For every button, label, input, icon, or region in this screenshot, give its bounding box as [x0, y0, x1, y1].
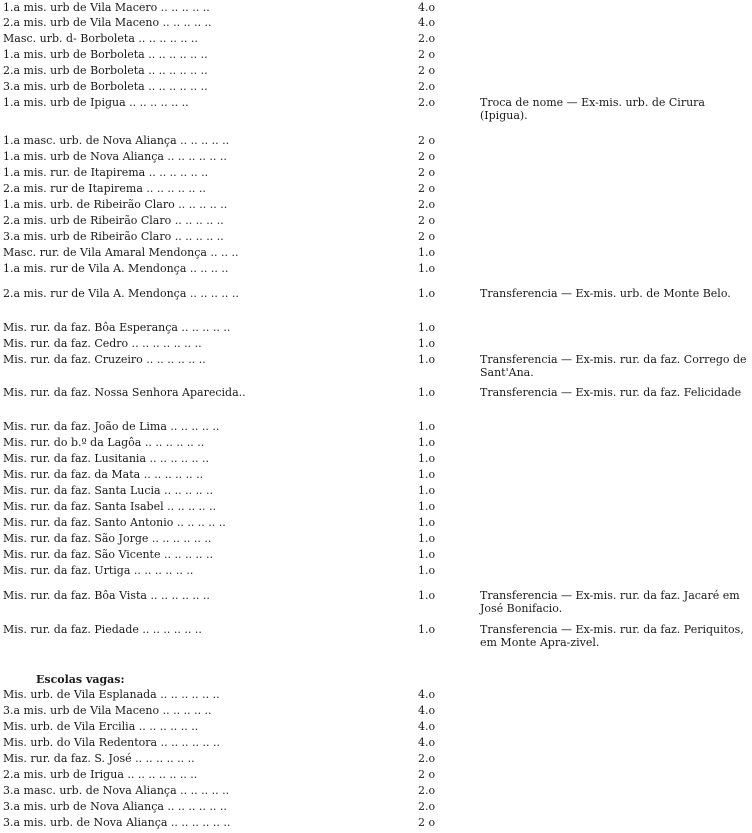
- list-item: [3, 321, 473, 335]
- entrance-value: 1.o: [418, 420, 436, 433]
- entrance-value: 2.o: [418, 198, 436, 211]
- school-name: Mis. rur. da faz. João de Lima .. .. .. .. ..: [3, 420, 220, 433]
- school-name: Mis. rur. da faz. Urtiga .. .. .. .. .. ..: [3, 564, 194, 577]
- list-item: [3, 386, 752, 400]
- entrance-value: 1.o: [418, 623, 436, 636]
- entrance-value: 1.o: [418, 516, 436, 529]
- entrance-value: 1.o: [418, 262, 436, 275]
- list-item: [3, 246, 473, 260]
- school-name: 2.a mis. urb de Vila Maceno .. .. .. .. ..: [3, 16, 212, 29]
- entrance-value: 1.o: [418, 452, 436, 465]
- list-item: [3, 500, 473, 514]
- entrance-value: 1.o: [418, 386, 436, 399]
- entrance-value: 1.o: [418, 500, 436, 513]
- list-item: [3, 436, 473, 450]
- list-item: [3, 48, 473, 62]
- entrance-value: 2 o: [418, 64, 436, 77]
- list-item: [3, 353, 752, 379]
- transfer-note: Transferencia — Ex-mis. rur. da faz. Periquitos, em Monte Apra-zivel.: [480, 623, 744, 649]
- school-name: 2.a mis. urb de Ribeirão Claro .. .. .. .. ..: [3, 214, 224, 227]
- school-name: 1.a masc. urb. de Nova Aliança .. .. .. .. ..: [3, 134, 230, 147]
- entrance-value: 1.o: [418, 287, 436, 300]
- list-item: [3, 64, 473, 78]
- school-name: Mis. rur. da faz. da Mata .. .. .. .. .. ..: [3, 468, 204, 481]
- school-name: Mis. urb. do Vila Redentora .. .. .. .. .. ..: [3, 736, 221, 749]
- school-name: 1.a mis. rur. de Itapirema .. .. .. .. .. ..: [3, 166, 209, 179]
- school-name: 1.a mis. urb. de Ribeirão Claro .. .. .. .. ..: [3, 198, 228, 211]
- entrance-value: 2 o: [418, 134, 436, 147]
- list-item: [3, 230, 473, 244]
- school-name: 1.a mis. urb de Ipigua .. .. .. .. .. ..: [3, 96, 189, 109]
- list-item: [3, 589, 752, 615]
- entrance-value: 2.o: [418, 800, 436, 813]
- list-item: [3, 452, 473, 466]
- list-item: [3, 736, 473, 750]
- entrance-value: 2.o: [418, 752, 436, 765]
- entrance-value: 1.o: [418, 436, 436, 449]
- entrance-value: 1.o: [418, 468, 436, 481]
- list-item: [3, 1, 473, 15]
- entrance-value: 2 o: [418, 768, 436, 781]
- list-item: [3, 800, 473, 814]
- entrance-value: 2 o: [418, 182, 436, 195]
- entrance-value: 1.o: [418, 337, 436, 350]
- school-name: 3.a masc. urb. de Nova Aliança .. .. .. .. ..: [3, 784, 230, 797]
- school-name: 2.a mis. urb de Irigua .. .. .. .. .. .. ..: [3, 768, 198, 781]
- list-item: [3, 784, 473, 798]
- school-name: Mis. urb. de Vila Esplanada .. .. .. .. .. ..: [3, 688, 220, 701]
- entrance-value: 4.o: [418, 736, 436, 749]
- entrance-value: 1.o: [418, 353, 436, 366]
- entrance-value: 1.o: [418, 548, 436, 561]
- list-item: [3, 16, 473, 30]
- school-name: 1.a mis. rur de Vila A. Mendonça .. .. .. ..: [3, 262, 229, 275]
- list-item: [3, 688, 473, 702]
- list-item: [3, 287, 752, 301]
- entrance-value: 2 o: [418, 230, 436, 243]
- school-name: Mis. urb. de Vila Ercilia .. .. .. .. .. ..: [3, 720, 199, 733]
- school-name: Mis. rur. da faz. São Jorge .. .. .. .. .. ..: [3, 532, 212, 545]
- entrance-value: 1.o: [418, 589, 436, 602]
- list-item: [3, 337, 473, 351]
- entrance-value: 2 o: [418, 816, 436, 829]
- list-item: [3, 262, 473, 276]
- school-name: 2.a mis. rur de Vila A. Mendonça .. .. .. .. ..: [3, 287, 239, 300]
- school-name: Masc. rur. de Vila Amaral Mendonça .. .. ..: [3, 246, 239, 259]
- entrance-value: 2 o: [418, 214, 436, 227]
- transfer-note: Transferencia — Ex-mis. rur. da faz. Felicidade: [480, 386, 742, 399]
- entrance-value: 4.o: [418, 688, 436, 701]
- school-name: Mis. rur. da faz. Cedro .. .. .. .. .. .. ..: [3, 337, 202, 350]
- entrance-value: 4.o: [418, 1, 436, 14]
- list-item: [3, 166, 473, 180]
- school-name: 1.a mis. urb de Vila Macero .. .. .. .. ..: [3, 1, 210, 14]
- list-item: [3, 182, 473, 196]
- school-name: Mis. rur. da faz. Piedade .. .. .. .. .. ..: [3, 623, 202, 636]
- list-item: [3, 720, 473, 734]
- school-name: Mis. rur. da faz. Cruzeiro .. .. .. .. .. ..: [3, 353, 206, 366]
- entrance-value: 1.o: [418, 484, 436, 497]
- list-item: [3, 32, 473, 46]
- list-item: [3, 532, 473, 546]
- list-item: [3, 704, 473, 718]
- school-name: 3.a mis. urb. de Nova Aliança .. .. .. .. .. ..: [3, 816, 231, 829]
- list-item: [3, 548, 473, 562]
- transfer-note: Transferencia — Ex-mis. urb. de Monte Belo.: [480, 287, 731, 300]
- entrance-value: 2 o: [418, 150, 436, 163]
- entrance-value: 2.o: [418, 96, 436, 109]
- list-item: [3, 768, 473, 782]
- entrance-value: 1.o: [418, 246, 436, 259]
- entrance-value: 2.o: [418, 80, 436, 93]
- school-name: 3.a mis. urb de Vila Maceno .. .. .. .. ..: [3, 704, 212, 717]
- school-name: 1.a mis. urb de Borboleta .. .. .. .. .. ..: [3, 48, 208, 61]
- school-name: Masc. urb. d- Borboleta .. .. .. .. .. ..: [3, 32, 198, 45]
- list-item: [3, 623, 752, 649]
- school-name: Mis. rur. do b.º da Lagôa .. .. .. .. .. ..: [3, 436, 205, 449]
- list-item: [3, 752, 473, 766]
- transfer-note: Transferencia — Ex-mis. rur. da faz. Corrego de Sant'Ana.: [480, 353, 747, 379]
- school-name: Mis. rur. da faz. São Vicente .. .. .. .. ..: [3, 548, 213, 561]
- school-name: Mis. rur. da faz. Bôa Esperança .. .. .. .. ..: [3, 321, 231, 334]
- school-name: 3.a mis. urb de Nova Aliança .. .. .. .. .. ..: [3, 800, 227, 813]
- school-name: 3.a mis. urb de Ribeirão Claro .. .. .. .. ..: [3, 230, 224, 243]
- school-name: 1.a mis. urb de Nova Aliança .. .. .. .. .. ..: [3, 150, 227, 163]
- transfer-note: Transferencia — Ex-mis. rur. da faz. Jacaré em José Bonifacio.: [480, 589, 740, 615]
- entrance-value: 1.o: [418, 532, 436, 545]
- entrance-value: 4.o: [418, 704, 436, 717]
- entrance-value: 2.o: [418, 32, 436, 45]
- list-item: [3, 564, 473, 578]
- school-name: 2.a mis. rur de Itapirema .. .. .. .. .. ..: [3, 182, 206, 195]
- list-item: [3, 80, 473, 94]
- school-name: 3.a mis. urb de Borboleta .. .. .. .. .. ..: [3, 80, 208, 93]
- list-item: [3, 468, 473, 482]
- list-item: [3, 198, 473, 212]
- list-item: [3, 816, 473, 830]
- entrance-value: 1.o: [418, 321, 436, 334]
- school-name: Mis. rur. da faz. Santa Lucia .. .. .. .. ..: [3, 484, 214, 497]
- list-item: [3, 516, 473, 530]
- entrance-value: 2 o: [418, 166, 436, 179]
- list-item: [3, 96, 752, 122]
- list-item: [3, 134, 473, 148]
- school-name: Mis. rur. da faz. Santo Antonio .. .. .. .. ..: [3, 516, 226, 529]
- list-item: [3, 150, 473, 164]
- entrance-value: 2 o: [418, 48, 436, 61]
- transfer-note: Troca de nome — Ex-mis. urb. de Cirura (Ipigua).: [480, 96, 705, 122]
- entrance-value: 4.o: [418, 16, 436, 29]
- entrance-value: 1.o: [418, 564, 436, 577]
- entrance-value: 2.o: [418, 784, 436, 797]
- list-item: [3, 484, 473, 498]
- section-heading: Escolas vagas:: [36, 673, 125, 686]
- school-name: Mis. rur. da faz. Bôa Vista .. .. .. .. .. ..: [3, 589, 210, 602]
- entrance-value: 4.o: [418, 720, 436, 733]
- school-name: Mis. rur. da faz. Nossa Senhora Aparecida..: [3, 386, 246, 399]
- school-name: Mis. rur. da faz. Santa Isabel .. .. .. .. ..: [3, 500, 217, 513]
- list-item: [3, 214, 473, 228]
- school-name: Mis. rur. da faz. Lusitania .. .. .. .. .. ..: [3, 452, 209, 465]
- list-item: [3, 420, 473, 434]
- school-name: 2.a mis. urb de Borboleta .. .. .. .. .. ..: [3, 64, 208, 77]
- school-name: Mis. rur. da faz. S. José .. .. .. .. .. ..: [3, 752, 195, 765]
